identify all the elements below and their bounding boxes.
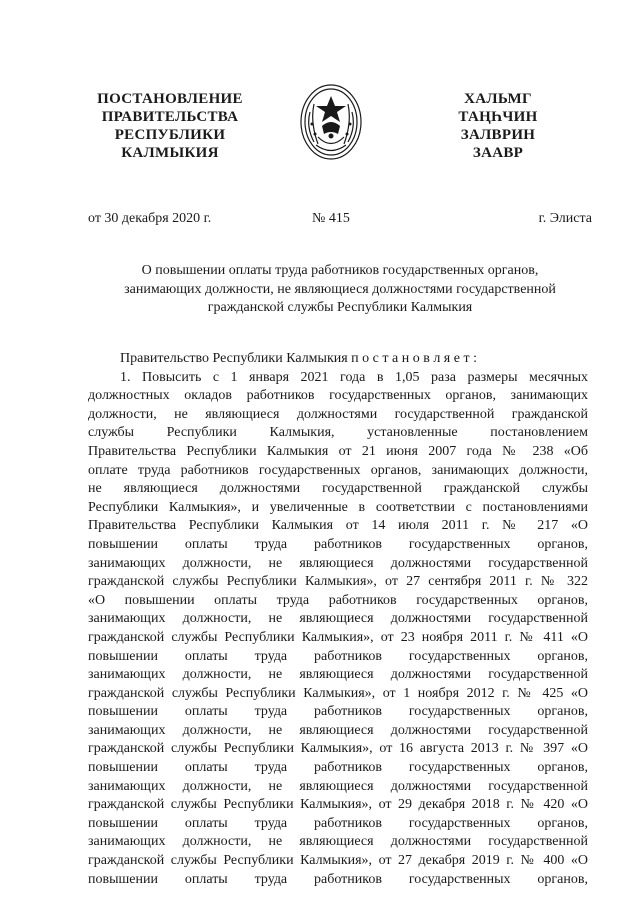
header-left-line: ПОСТАНОВЛЕНИЕ bbox=[97, 91, 243, 107]
document-city: г. Элиста bbox=[538, 211, 592, 226]
body-line: повышении оплаты труда работников государственных органов, bbox=[88, 704, 588, 720]
header-right-line: ХАЛЬМГ bbox=[464, 91, 532, 107]
header-left-line: ПРАВИТЕЛЬСТВА bbox=[101, 109, 239, 125]
header-left-line: КАЛМЫКИЯ bbox=[121, 145, 219, 161]
body-line: занимающих должности, не являющиеся должностями государственной bbox=[88, 722, 588, 738]
body-line: повышении оплаты труда работников государственных органов, bbox=[88, 871, 588, 887]
body-line: повышении оплаты труда работников государственных органов, bbox=[88, 536, 588, 552]
coat-of-arms-icon bbox=[298, 82, 364, 162]
body-line: 1. Повысить с 1 января 2021 года в 1,05 раза размеры месячных bbox=[120, 369, 588, 385]
body-line: гражданской службы Республики Калмыкия», от 27 сентября 2011 г. № 322 bbox=[88, 574, 588, 590]
body-line: занимающих должности, не являющиеся должностями государственной bbox=[88, 667, 588, 683]
document-number: № 415 bbox=[312, 211, 350, 226]
header-left-title bbox=[80, 90, 260, 162]
body-line: занимающих должности, не являющиеся должностями государственной bbox=[88, 778, 588, 794]
body-line: гражданской службы Республики Калмыкия», от 1 ноября 2012 г. № 425 «О bbox=[88, 685, 588, 701]
document-date: от 30 декабря 2020 г. bbox=[88, 211, 212, 226]
body-line: Правительства Республики Калмыкия от 14 июля 2011 г. № 217 «О bbox=[88, 518, 588, 534]
document-body bbox=[88, 350, 588, 889]
header-right-line: ЗАЛВРИН bbox=[460, 127, 536, 143]
body-line: Правительства Республики Калмыкия от 21 июня 2007 года № 238 «Об bbox=[88, 443, 588, 459]
body-line: занимающих должности, не являющиеся должностями государственной bbox=[88, 834, 588, 850]
body-line: гражданской службы Республики Калмыкия», от 16 августа 2013 г. № 397 «О bbox=[88, 741, 588, 757]
title-line: гражданской службы Республики Калмыкия bbox=[207, 300, 473, 315]
header-right-title bbox=[418, 90, 578, 162]
title-line: занимающих должности, не являющиеся должностями государственной bbox=[124, 281, 556, 297]
header-right-line: ЗААВР bbox=[472, 145, 524, 161]
body-line: Правительство Республики Калмыкия п о с т а н о в л я е т : bbox=[120, 351, 477, 366]
body-line: «О повышении оплаты труда работников государственных органов, bbox=[88, 592, 588, 608]
body-line: повышении оплаты труда работников государственных органов, bbox=[88, 648, 588, 664]
header-right-line: ТАҢҺЧИН bbox=[458, 109, 538, 125]
body-line: должностных окладов работников государственных органов, занимающих bbox=[88, 388, 588, 404]
body-line: занимающих должности, не являющиеся должностями государственной bbox=[88, 611, 588, 627]
body-line: должности, не являющиеся должностями государственной гражданской bbox=[88, 406, 588, 422]
body-line: занимающих должности, не являющиеся должностями государственной bbox=[88, 555, 588, 571]
title-line: О повышении оплаты труда работников государственных органов, bbox=[141, 263, 539, 278]
body-line: не являющиеся должностями государственной гражданской службы bbox=[88, 481, 588, 497]
body-line: повышении оплаты труда работников государственных органов, bbox=[88, 815, 588, 831]
body-line: службы Республики Калмыкия, установленные постановлением bbox=[88, 425, 588, 441]
body-line: повышении оплаты труда работников государственных органов, bbox=[88, 760, 588, 776]
body-line: оплате труда работников государственных органов, занимающих должности, bbox=[88, 462, 588, 478]
body-line: гражданской службы Республики Калмыкия», от 27 декабря 2019 г. № 400 «О bbox=[88, 853, 588, 869]
document-title bbox=[88, 262, 592, 318]
header-left-line: РЕСПУБЛИКИ bbox=[114, 127, 226, 143]
body-line: гражданской службы Республики Калмыкия», от 23 ноября 2011 г. № 411 «О bbox=[88, 629, 588, 645]
body-line: гражданской службы Республики Калмыкия», от 29 декабря 2018 г. № 420 «О bbox=[88, 797, 588, 813]
body-line: Республики Калмыкия», и увеличенные в соответствии с постановлениями bbox=[88, 499, 588, 515]
